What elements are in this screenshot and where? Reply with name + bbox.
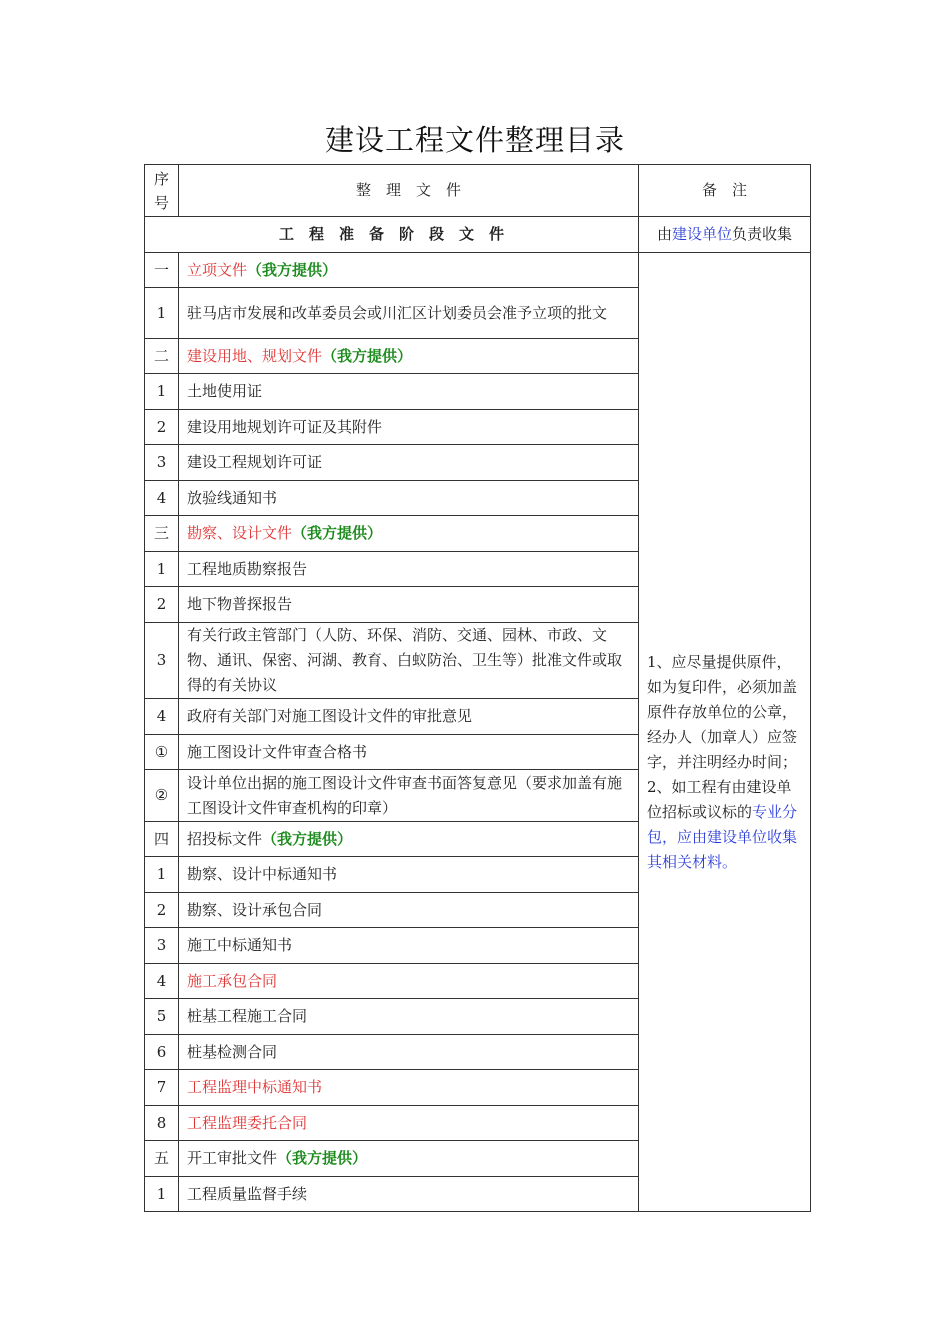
header-remark: 备 注 [639,165,811,217]
file-catalog-table [144,164,811,1212]
row-file-name: 放验线通知书 [179,481,639,516]
row-number: 1 [145,552,179,587]
header-file: 整 理 文 件 [179,165,639,217]
row-file-name: 建设用地、规划文件（我方提供） [179,339,639,374]
row-number: 一 [145,253,179,288]
row-file-name: 开工审批文件（我方提供） [179,1141,639,1177]
row-number: 4 [145,964,179,999]
row-number: 1 [145,1177,179,1212]
row-number: 6 [145,1035,179,1070]
row-file-name: 建设用地规划许可证及其附件 [179,410,639,445]
row-file-name: 立项文件（我方提供） [179,253,639,288]
row-file-name: 招投标文件（我方提供） [179,822,639,857]
row-number: ② [145,770,179,822]
row-file-name: 施工中标通知书 [179,928,639,964]
row-number: 二 [145,339,179,374]
row-file-name: 勘察、设计文件（我方提供） [179,516,639,552]
row-file-name: 勘察、设计中标通知书 [179,857,639,893]
stage-label: 工 程 准 备 阶 段 文 件 [145,217,639,253]
row-number: 3 [145,928,179,964]
row-file-name: 勘察、设计承包合同 [179,893,639,928]
row-file-name: 政府有关部门对施工图设计文件的审批意见 [179,699,639,735]
row-number: 2 [145,893,179,928]
row-file-name: 建设工程规划许可证 [179,445,639,481]
row-file-name: 桩基检测合同 [179,1035,639,1070]
row-file-name: 工程监理中标通知书 [179,1070,639,1106]
provider-note: （我方提供） [277,1149,368,1167]
row-file-name: 驻马店市发展和改革委员会或川汇区计划委员会准予立项的批文 [179,288,639,339]
row-file-name: 工程监理委托合同 [179,1106,639,1141]
row-number: 1 [145,857,179,893]
row-number: 8 [145,1106,179,1141]
remark-note: 1、应尽量提供原件，如为复印件，必须加盖原件存放单位的公章，经办人（加章人）应签字，并注明经办时间； 2、如工程有由建设单位招标或议标的专业分包，应由建设单位收集其相关材料。 [639,253,811,1212]
row-number: 三 [145,516,179,552]
table-row [145,253,811,288]
table-header-row [145,165,811,217]
row-number: 3 [145,623,179,699]
row-file-name: 有关行政主管部门（人防、环保、消防、交通、园林、市政、文物、通讯、保密、河湖、教育、白蚁防治、卫生等）批准文件或取得的有关协议 [179,623,639,699]
row-file-name: 桩基工程施工合同 [179,999,639,1035]
row-number: 2 [145,410,179,445]
row-number: 5 [145,999,179,1035]
row-file-name: 施工图设计文件审查合格书 [179,735,639,770]
stage-row [145,217,811,253]
row-number: 4 [145,699,179,735]
row-number: 7 [145,1070,179,1106]
row-number: 四 [145,822,179,857]
header-no: 序 号 [145,165,179,217]
provider-note: （我方提供） [262,829,353,848]
row-file-name: 地下物普探报告 [179,587,639,623]
provider-note: （我方提供） [292,524,383,542]
row-number: ① [145,735,179,770]
row-number: 3 [145,445,179,481]
row-number: 2 [145,587,179,623]
row-file-name: 施工承包合同 [179,964,639,999]
row-file-name: 工程地质勘察报告 [179,552,639,587]
row-number: 五 [145,1141,179,1177]
row-file-name: 设计单位出据的施工图设计文件审查书面答复意见（要求加盖有施工图设计文件审查机构的印章） [179,770,639,822]
row-number: 1 [145,288,179,339]
provider-note: （我方提供） [247,260,338,279]
row-number: 4 [145,481,179,516]
row-file-name: 土地使用证 [179,374,639,410]
row-file-name: 工程质量监督手续 [179,1177,639,1212]
page-title: 建设工程文件整理目录 [324,123,625,157]
row-number: 1 [145,374,179,410]
stage-remark: 由建设单位负责收集 [639,217,811,253]
provider-note: （我方提供） [322,346,413,365]
